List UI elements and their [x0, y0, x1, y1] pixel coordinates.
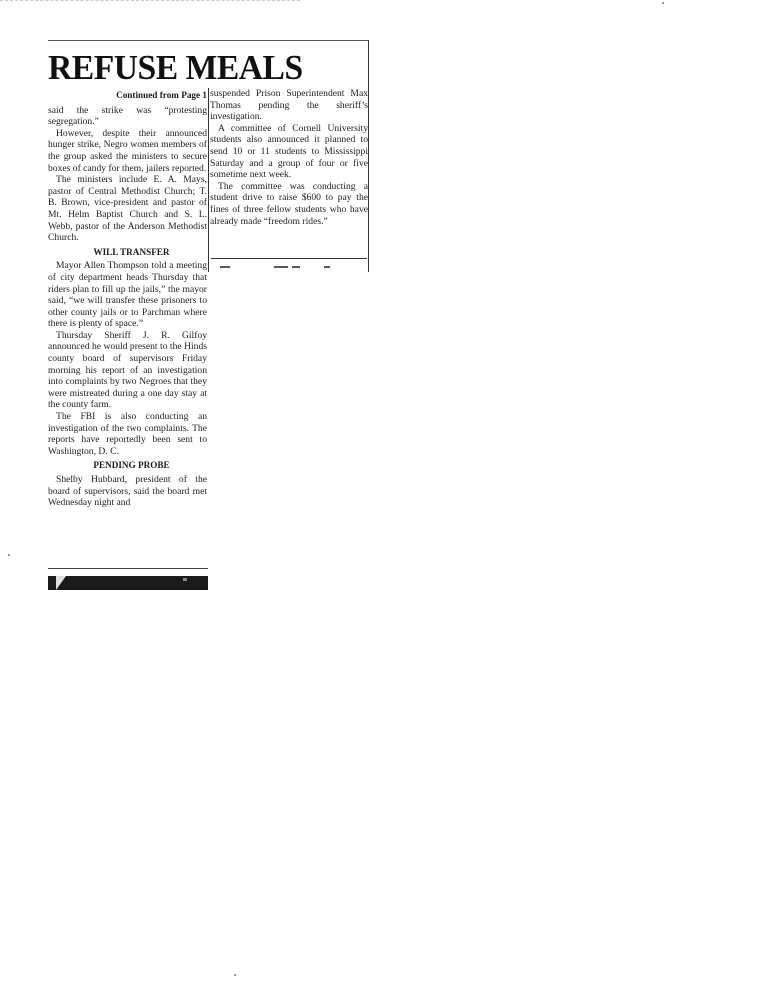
paragraph: The committee was conducting a student drive to raise $600 to pay the fines of three fellow students who have already made “freedom rides.”	[210, 180, 368, 227]
paragraph: said the strike was “protesting segregation.”	[48, 104, 207, 128]
paragraph: However, despite their announced hunger strike, Negro women members of the group asked the ministers to secure boxes of candy for them, jailers reported.	[48, 127, 207, 174]
torn-edge-marks	[216, 266, 366, 270]
torn-bottom-strip	[48, 576, 208, 590]
newspaper-clipping	[46, 40, 372, 592]
subhead-will-transfer: WILL TRANSFER	[93, 246, 170, 257]
left-column	[48, 90, 207, 509]
continued-line: Continued from Page 1	[116, 90, 207, 100]
scan-speck	[662, 2, 664, 4]
paragraph: Thursday Sheriff J. R. Gilfoy announced he would present to the Hinds county board of supervisors Friday morning his report of an investigation into complaints by two Negroes that they were mistreated during a one day stay at the county farm.	[48, 329, 207, 411]
scan-speck	[8, 554, 10, 556]
paragraph: Mayor Allen Thompson told a meeting of city department heads Thursday that riders plan to fill up the jails,” the mayor said, “we will transfer these prisoners to other county jails or to Parchman where there is plenty of space.”	[48, 260, 207, 330]
paragraph: suspended Prison Superintendent Max Thomas pending the sheriff’s investigation.	[210, 88, 368, 123]
subhead-pending-probe: PENDING PROBE	[93, 460, 170, 471]
top-rule	[48, 40, 368, 41]
headline: REFUSE MEALS	[48, 48, 303, 87]
right-column-end-rule	[211, 258, 367, 259]
scan-top-edge	[0, 0, 300, 1]
column-divider	[208, 88, 209, 272]
paragraph: Shelby Hubbard, president of the board of supervisors, said the board met Wednesday night and	[48, 474, 207, 509]
scan-speck	[234, 974, 236, 976]
left-column-end-rule	[48, 568, 208, 569]
paragraph: A committee of Cornell University students also announced it planned to send 10 or 11 students to Mississippi Saturday and a group of four or five sometime next week.	[210, 122, 368, 181]
clipping-right-edge	[368, 40, 369, 272]
paragraph: The FBI is also conducting an investigation of the two complaints. The reports have reportedly been sent to Washington, D. C.	[48, 411, 207, 457]
paragraph: The ministers include E. A. Mays, pastor of Central Methodist Church; T. B. Brown, vice-president and pastor of Mt. Helm Baptist Church and S. L. Webb, pastor of the Anderson Methodist Church.	[48, 174, 207, 244]
right-column	[210, 88, 368, 227]
